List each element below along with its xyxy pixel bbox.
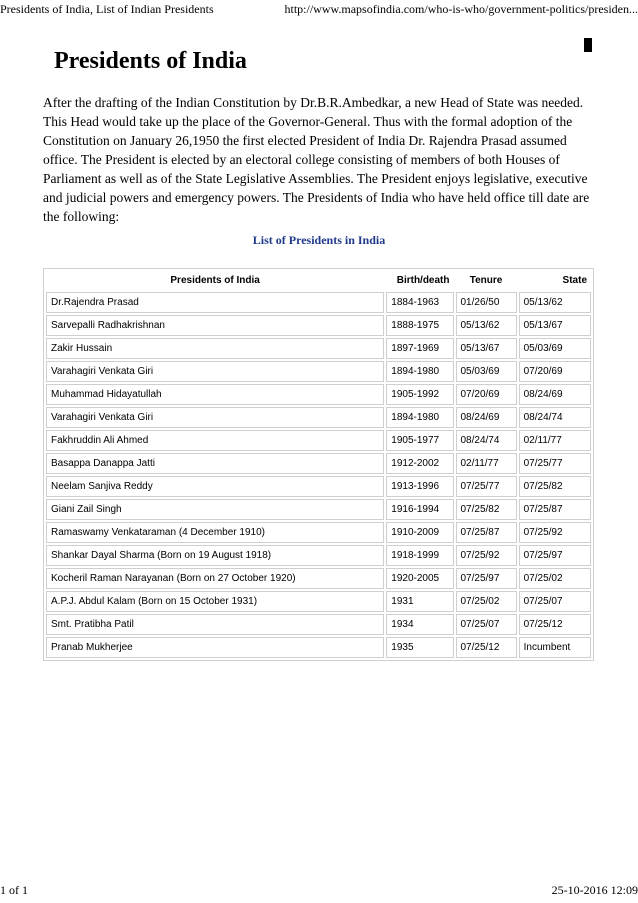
page-title: Presidents of India	[54, 48, 247, 74]
table-row	[46, 361, 591, 382]
cell-president-name: Kocheril Raman Narayanan (Born on 27 October 1920)	[46, 568, 384, 589]
table-header-row	[46, 271, 591, 290]
cell-tenure-end: 07/20/69	[519, 361, 591, 382]
cell-tenure-end: 08/24/69	[519, 384, 591, 405]
cell-birth-death: 1894-1980	[386, 361, 453, 382]
column-header-tenure: Tenure	[469, 275, 503, 286]
cell-tenure-end: 05/03/69	[519, 338, 591, 359]
print-header-title: Presidents of India, List of Indian Presidents	[0, 2, 214, 16]
cell-birth-death: 1888-1975	[386, 315, 453, 336]
table-row	[46, 407, 591, 428]
cell-president-name: Basappa Danappa Jatti	[46, 453, 384, 474]
cell-tenure-end: 07/25/92	[519, 522, 591, 543]
cell-tenure-end: 07/25/12	[519, 614, 591, 635]
cell-tenure-start: 08/24/69	[456, 407, 517, 428]
cell-president-name: Varahagiri Venkata Giri	[46, 407, 384, 428]
table-row	[46, 338, 591, 359]
cell-birth-death: 1910-2009	[386, 522, 453, 543]
table-row	[46, 522, 591, 543]
cell-tenure-start: 02/11/77	[456, 453, 517, 474]
print-footer-timestamp: 25-10-2016 12:09	[551, 883, 638, 897]
cell-tenure-end: 07/25/77	[519, 453, 591, 474]
presidents-table	[43, 268, 594, 661]
cell-tenure-start: 07/25/12	[456, 637, 517, 658]
cell-birth-death: 1913-1996	[386, 476, 453, 497]
table-row	[46, 384, 591, 405]
cell-president-name: Neelam Sanjiva Reddy	[46, 476, 384, 497]
cell-birth-death: 1905-1992	[386, 384, 453, 405]
cell-birth-death: 1905-1977	[386, 430, 453, 451]
cell-tenure-start: 07/20/69	[456, 384, 517, 405]
table-row	[46, 430, 591, 451]
cell-birth-death: 1916-1994	[386, 499, 453, 520]
cell-tenure-end: 05/13/67	[519, 315, 591, 336]
table-row	[46, 499, 591, 520]
cell-president-name: Varahagiri Venkata Giri	[46, 361, 384, 382]
cell-president-name: A.P.J. Abdul Kalam (Born on 15 October 1931)	[46, 591, 384, 612]
cell-tenure-end: 07/25/97	[519, 545, 591, 566]
cell-tenure-start: 05/03/69	[456, 361, 517, 382]
cell-president-name: Fakhruddin Ali Ahmed	[46, 430, 384, 451]
cell-birth-death: 1935	[386, 637, 453, 658]
cell-president-name: Shankar Dayal Sharma (Born on 19 August 1918)	[46, 545, 384, 566]
cell-tenure-start: 07/25/07	[456, 614, 517, 635]
cell-tenure-start: 07/25/02	[456, 591, 517, 612]
cell-tenure-start: 05/13/67	[456, 338, 517, 359]
cell-birth-death: 1884-1963	[386, 292, 453, 313]
print-footer-page-count: 1 of 1	[0, 883, 28, 897]
cell-tenure-end: Incumbent	[519, 637, 591, 658]
cell-birth-death: 1934	[386, 614, 453, 635]
cell-president-name: Giani Zail Singh	[46, 499, 384, 520]
cell-tenure-start: 07/25/82	[456, 499, 517, 520]
cell-birth-death: 1894-1980	[386, 407, 453, 428]
table-row	[46, 545, 591, 566]
column-header-state: State	[562, 275, 587, 286]
cell-president-name: Ramaswamy Venkataraman (4 December 1910)	[46, 522, 384, 543]
column-header-name: Presidents of India	[170, 275, 260, 286]
cell-tenure-end: 07/25/02	[519, 568, 591, 589]
cell-tenure-end: 07/25/82	[519, 476, 591, 497]
page-marker	[584, 38, 592, 52]
cell-tenure-end: 07/25/87	[519, 499, 591, 520]
column-header-birth-death: Birth/death	[396, 275, 450, 286]
cell-tenure-end: 08/24/74	[519, 407, 591, 428]
cell-president-name: Smt. Pratibha Patil	[46, 614, 384, 635]
cell-tenure-start: 05/13/62	[456, 315, 517, 336]
table-row	[46, 476, 591, 497]
cell-tenure-start: 07/25/87	[456, 522, 517, 543]
table-row	[46, 453, 591, 474]
table-row	[46, 591, 591, 612]
table-row	[46, 568, 591, 589]
cell-tenure-start: 07/25/97	[456, 568, 517, 589]
cell-president-name: Dr.Rajendra Prasad	[46, 292, 384, 313]
cell-tenure-start: 07/25/92	[456, 545, 517, 566]
cell-birth-death: 1920-2005	[386, 568, 453, 589]
cell-president-name: Zakir Hussain	[46, 338, 384, 359]
cell-birth-death: 1931	[386, 591, 453, 612]
cell-president-name: Sarvepalli Radhakrishnan	[46, 315, 384, 336]
cell-tenure-end: 02/11/77	[519, 430, 591, 451]
cell-tenure-start: 01/26/50	[456, 292, 517, 313]
cell-birth-death: 1912-2002	[386, 453, 453, 474]
cell-birth-death: 1918-1999	[386, 545, 453, 566]
cell-tenure-end: 05/13/62	[519, 292, 591, 313]
table-row	[46, 315, 591, 336]
intro-paragraph: After the drafting of the Indian Constitution by Dr.B.R.Ambedkar, a new Head of State was needed. This Head would take up the place of the Governor-General. Thus with the formal adoption of the Constitution on January 26,1950 the first elected President of India Dr. Rajendra Prasad assumed office. The President is elected by an electoral college consisting of members of both Houses of Parliament as well as of the State Legislative Assemblies. The President enjoys legislative, executive and judicial powers and emergency powers. The Presidents of India who have held office till date are the following:	[43, 95, 590, 224]
print-header-url: http://www.mapsofindia.com/who-is-who/government-politics/presiden...	[284, 2, 638, 16]
cell-tenure-start: 07/25/77	[456, 476, 517, 497]
table-row	[46, 614, 591, 635]
cell-tenure-end: 07/25/07	[519, 591, 591, 612]
list-heading-link[interactable]: List of Presidents in India	[252, 233, 386, 247]
cell-tenure-start: 08/24/74	[456, 430, 517, 451]
table-row	[46, 637, 591, 658]
cell-president-name: Pranab Mukherjee	[46, 637, 384, 658]
cell-president-name: Muhammad Hidayatullah	[46, 384, 384, 405]
cell-birth-death: 1897-1969	[386, 338, 453, 359]
table-row	[46, 292, 591, 313]
